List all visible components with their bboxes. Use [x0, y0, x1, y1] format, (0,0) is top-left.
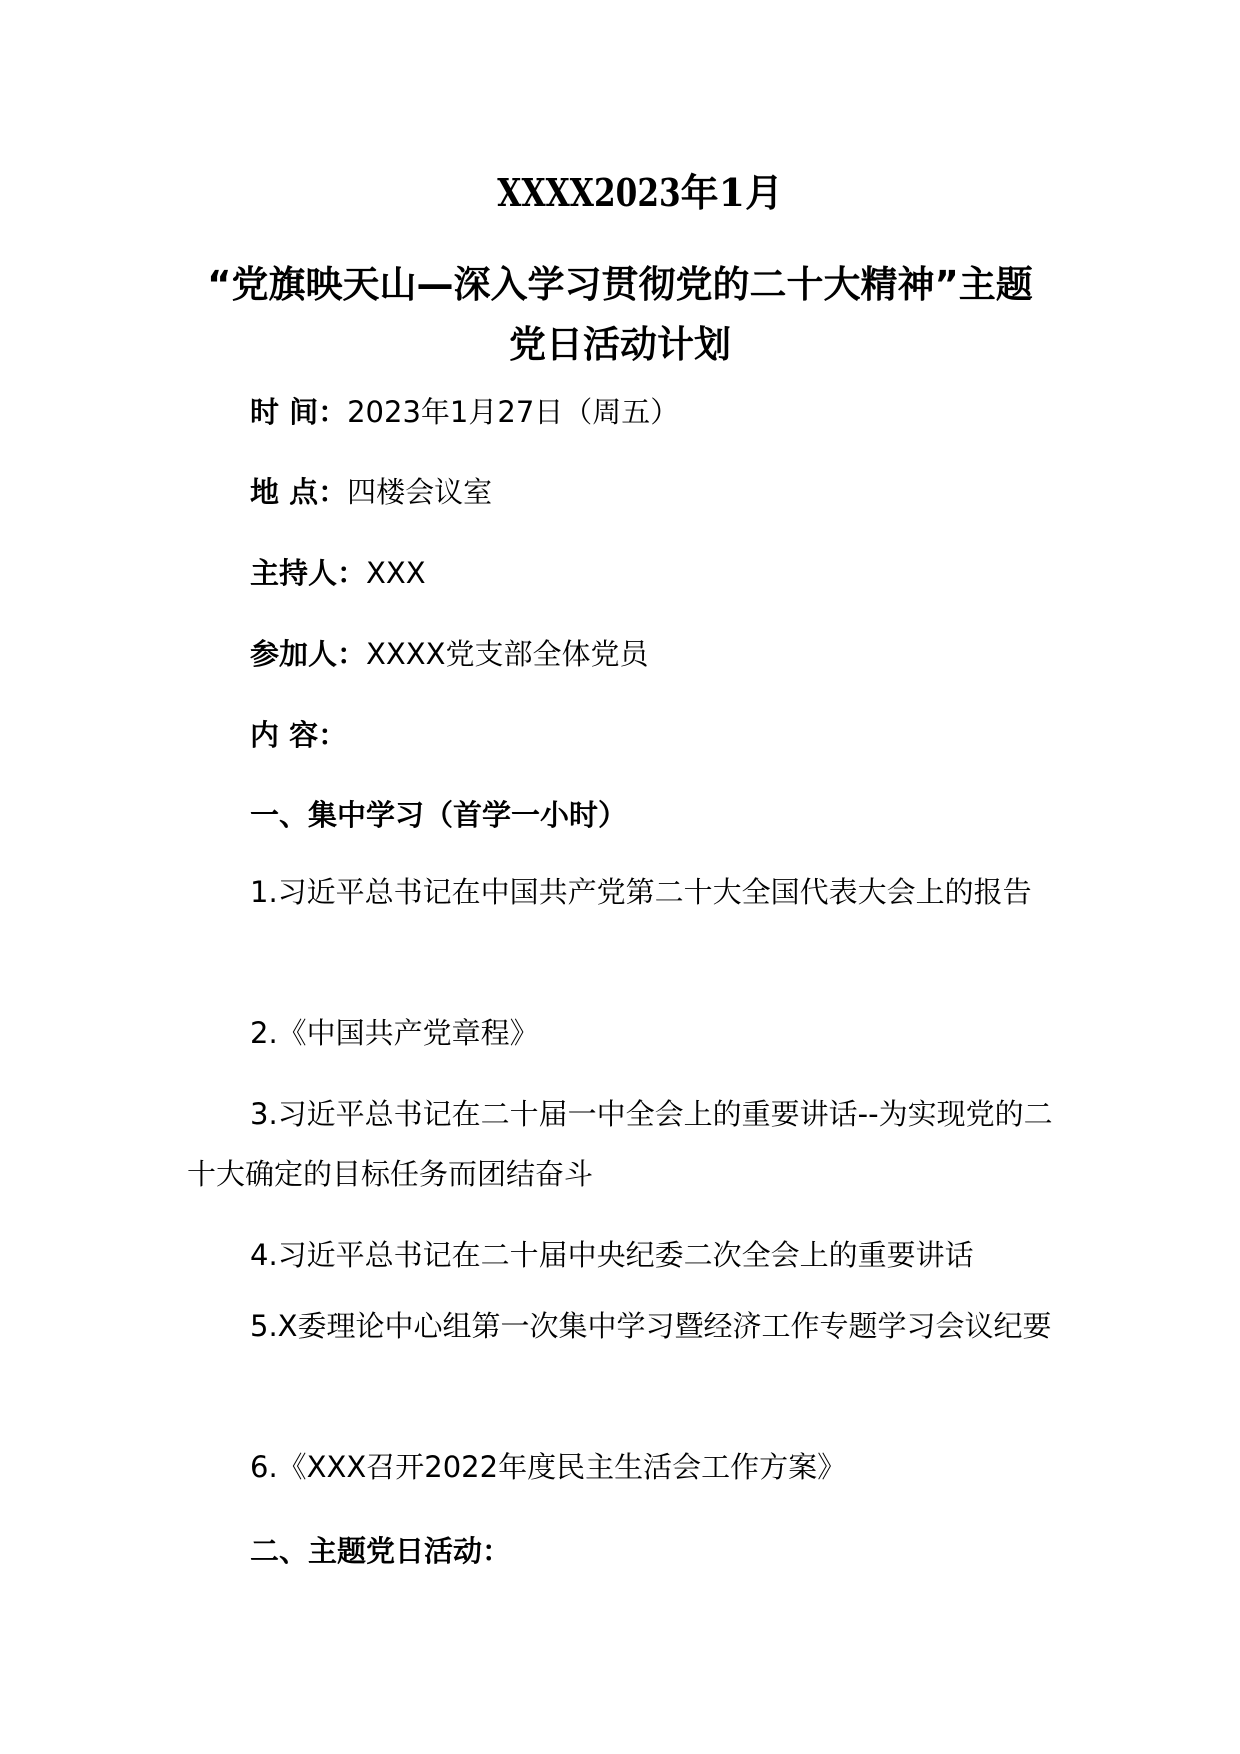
study-item-3: 3.习近平总书记在二十届一中全会上的重要讲话--为实现党的二十大确定的目标任务而团结奋斗 — [187, 1097, 1053, 1191]
title-line-1-prefix: XXXX2023 — [497, 170, 681, 215]
time-field — [250, 392, 679, 432]
section-heading-study: 一、集中学习（首学一小时） — [250, 798, 628, 832]
time-label: 时 间： — [250, 395, 348, 429]
participants-label: 参加人： — [250, 637, 367, 671]
host-field — [250, 553, 426, 593]
title-line-2: “党旗映天山—深入学习贯彻党的二十大精神”主题党日活动计划 — [207, 263, 1033, 366]
participants-field — [250, 634, 648, 674]
time-value: 2023年1月27日（周五） — [347, 395, 680, 429]
study-item-4: 4.习近平总书记在二十届中央纪委二次全会上的重要讲话 — [250, 1238, 974, 1272]
title-line-1-rest: 年1月 — [680, 170, 784, 215]
study-item-5: 5.X委理论中心组第一次集中学习暨经济工作专题学习会议纪要 — [250, 1309, 1052, 1343]
title-line-1 — [0, 170, 1240, 216]
host-value: XXX — [366, 556, 426, 590]
place-value: 四楼会议室 — [347, 475, 493, 509]
study-item-2: 2.《中国共产党章程》 — [250, 1016, 539, 1050]
participants-value: XXXX党支部全体党员 — [366, 637, 649, 671]
section-heading-activity: 二、主题党日活动： — [250, 1534, 512, 1568]
host-label: 主持人： — [250, 556, 367, 590]
place-field — [250, 472, 492, 512]
content-field — [250, 715, 347, 755]
content-label: 内 容： — [250, 718, 348, 752]
study-item-1: 1.习近平总书记在中国共产党第二十大全国代表大会上的报告 — [250, 875, 1032, 909]
study-item-6: 6.《XXX召开2022年度民主生活会工作方案》 — [250, 1450, 847, 1484]
place-label: 地 点： — [250, 475, 348, 509]
